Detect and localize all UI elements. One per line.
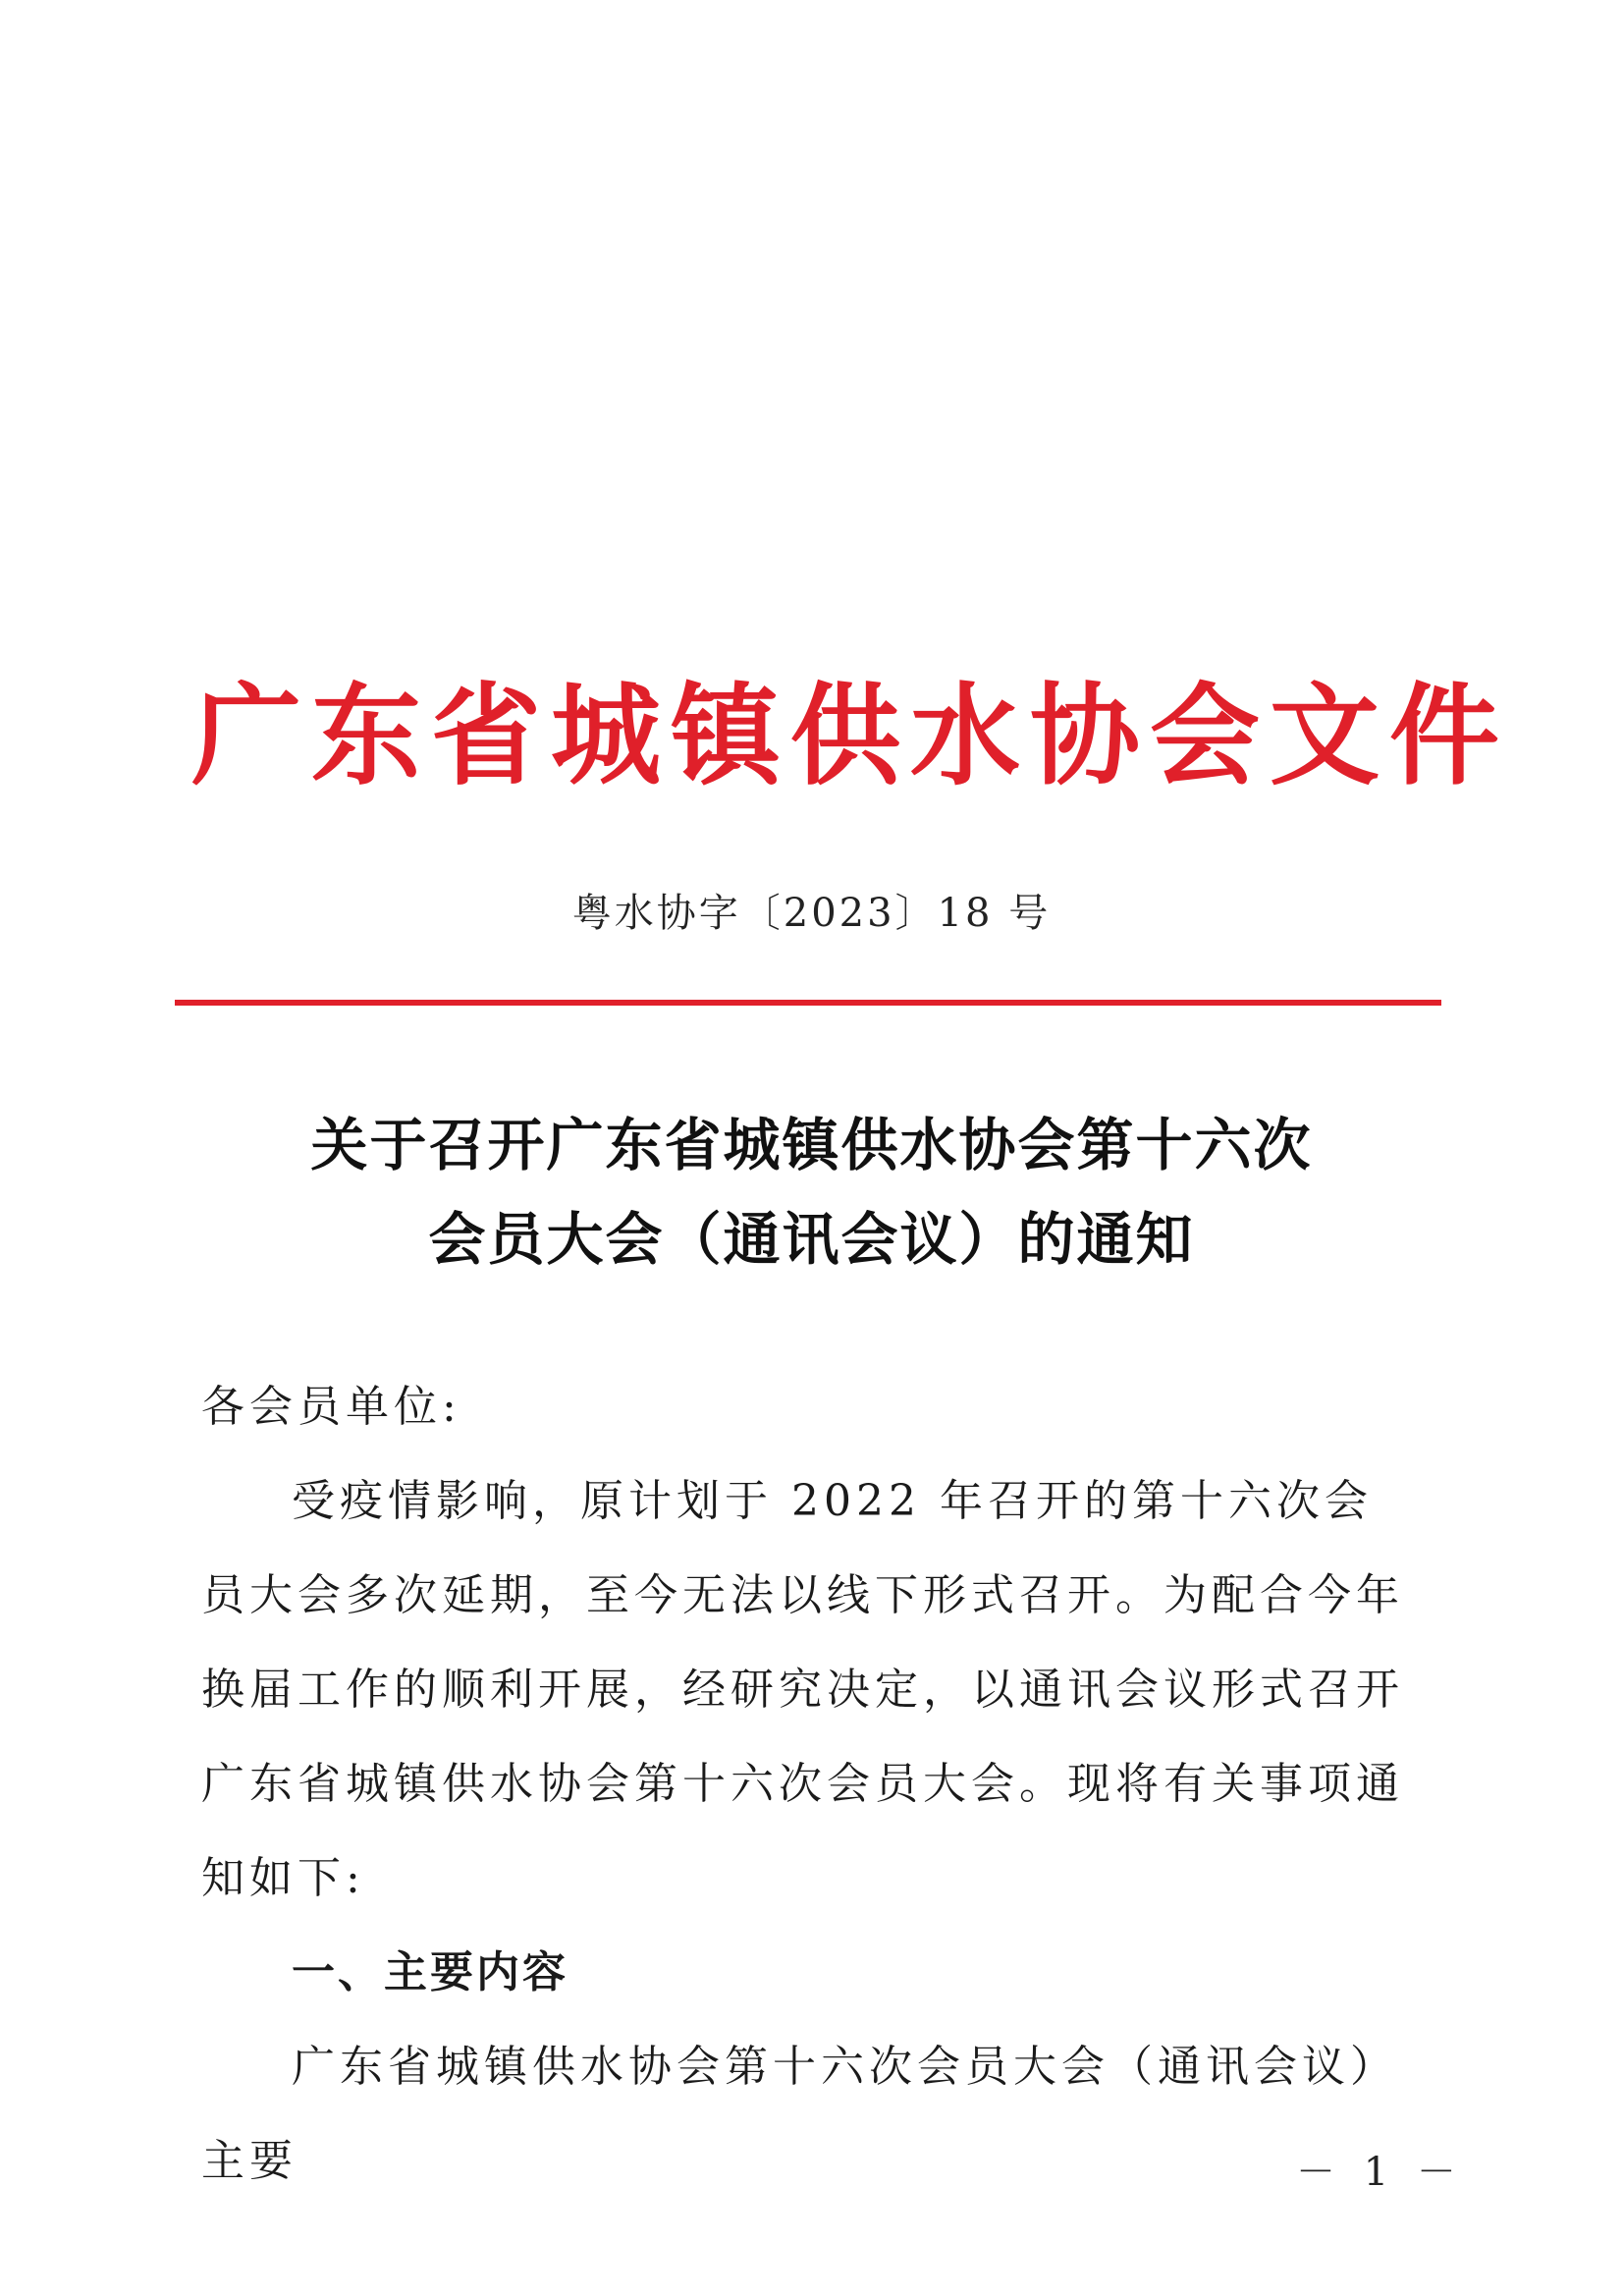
salutation: 各会员单位: bbox=[201, 1382, 461, 1432]
paragraph-main-content: 广东省城镇供水协会第十六次会员大会（通讯会议）主要 bbox=[201, 2042, 1398, 2186]
document-number: 粤水协字〔2023〕18 号 bbox=[571, 891, 1052, 936]
red-divider-line bbox=[175, 1000, 1441, 1006]
section-heading-main-content: 一、主要内容 bbox=[292, 1947, 568, 1997]
page-number: － 1 － bbox=[1296, 2150, 1464, 2195]
paragraph-intro: 受疫情影响，原计划于 2022 年召开的第十六次会员大会多次延期，至今无法以线下形式召开。为配合今年换届工作的顺利开展，经研究决定，以通讯会议形式召开广东省城镇供水协会第十六次会员大会。现将有关事项通知如下: bbox=[201, 1476, 1404, 1903]
body-text bbox=[201, 1360, 1419, 2209]
notice-title-line-2: 会员大会（通讯会议）的通知 bbox=[428, 1206, 1195, 1273]
notice-title-line-1: 关于召开广东省城镇供水协会第十六次 bbox=[310, 1112, 1313, 1178]
notice-title bbox=[0, 1098, 1623, 1286]
masthead-title: 广东省城镇供水协会文件 bbox=[191, 672, 1509, 800]
